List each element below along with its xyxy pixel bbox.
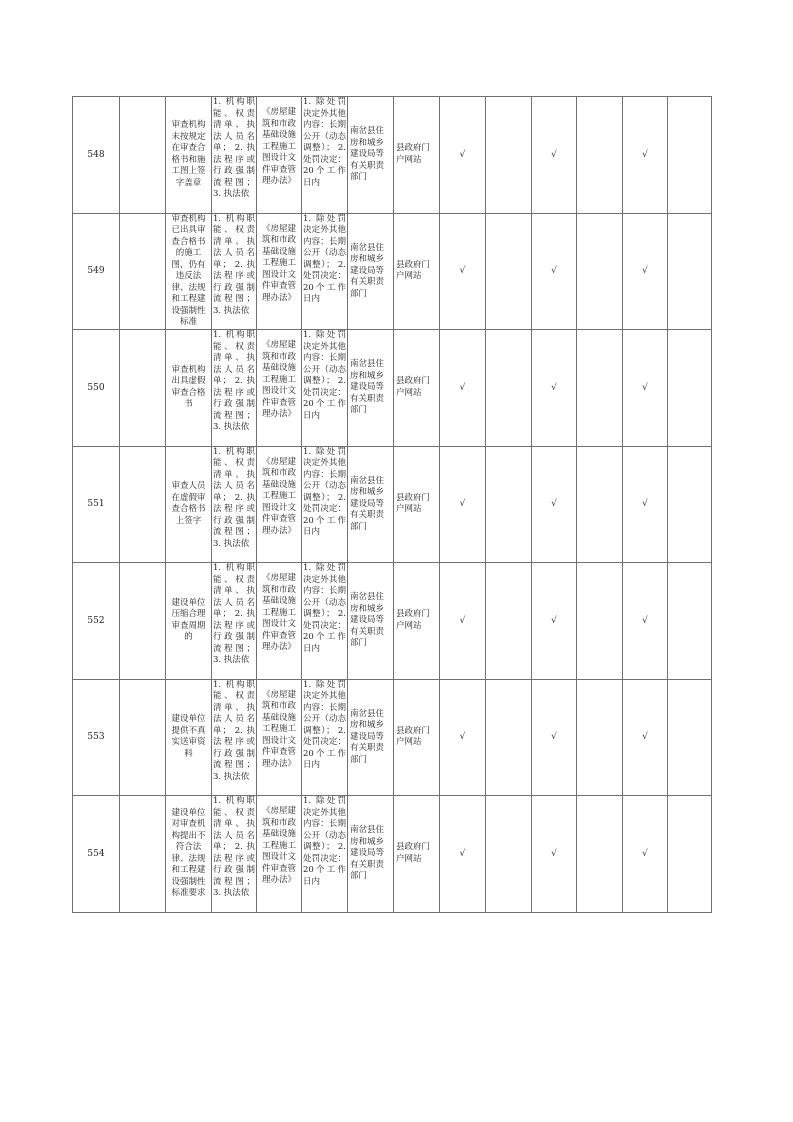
row-number: 549: [73, 213, 120, 330]
check-mark-cell: [486, 563, 532, 680]
row-number: 551: [73, 446, 120, 563]
item-name: 审查人员在虚假审查合格书上签字: [166, 446, 212, 563]
item-name: 审查机构出具虚假审查合格书: [166, 330, 212, 447]
check-mark-cell: [577, 796, 623, 913]
responsible-department: 南岔县住房和城乡建设局等有关职责部门: [348, 446, 394, 563]
row-number: 554: [73, 796, 120, 913]
row-number: 552: [73, 563, 120, 680]
check-mark-cell: √: [623, 679, 668, 796]
disclosure-content: 1. 机构职能、权责清单、执法人员名单； 2. 执法程序或行政强制流程图； 3. 执法依: [212, 446, 257, 563]
check-mark-cell: √: [532, 213, 577, 330]
disclosure-time: 1. 除处罚决定外其他内容：长期公开（动态调整）； 2. 处罚决定：20个工作日内: [302, 446, 348, 563]
blank-cell: [120, 446, 166, 563]
check-mark-cell: √: [623, 446, 668, 563]
check-mark-cell: √: [623, 796, 668, 913]
check-mark-cell: [577, 97, 623, 214]
responsible-department: 南岔县住房和城乡建设局等有关职责部门: [348, 213, 394, 330]
disclosure-channel: 县政府门户网站: [394, 796, 440, 913]
responsible-department: 南岔县住房和城乡建设局等有关职责部门: [348, 330, 394, 447]
disclosure-channel: 县政府门户网站: [394, 330, 440, 447]
disclosure-table-container: [72, 96, 712, 913]
disclosure-time: 1. 除处罚决定外其他内容：长期公开（动态调整）； 2. 处罚决定：20个工作日内: [302, 796, 348, 913]
disclosure-time: 1. 除处罚决定外其他内容：长期公开（动态调整）； 2. 处罚决定：20个工作日内: [302, 213, 348, 330]
row-number: 548: [73, 97, 120, 214]
check-mark-cell: [486, 446, 532, 563]
disclosure-channel: 县政府门户网站: [394, 563, 440, 680]
disclosure-time: 1. 除处罚决定外其他内容：长期公开（动态调整）； 2. 处罚决定：20个工作日内: [302, 330, 348, 447]
disclosure-basis: 《房屋建筑和市政基础设施工程施工图设计文件审查管理办法》: [257, 796, 302, 913]
check-mark-cell: [486, 97, 532, 214]
check-mark-cell: √: [623, 213, 668, 330]
check-mark-cell: √: [532, 563, 577, 680]
check-mark-cell: √: [623, 563, 668, 680]
disclosure-content: 1. 机构职能、权责清单、执法人员名单； 2. 执法程序或行政强制流程图； 3. 执法依: [212, 679, 257, 796]
check-mark-cell: [668, 563, 712, 680]
check-mark-cell: [668, 679, 712, 796]
check-mark-cell: √: [623, 97, 668, 214]
check-mark-cell: [668, 330, 712, 447]
disclosure-channel: 县政府门户网站: [394, 446, 440, 563]
table-row: [73, 796, 712, 913]
check-mark-cell: [577, 679, 623, 796]
disclosure-channel: 县政府门户网站: [394, 679, 440, 796]
disclosure-basis: 《房屋建筑和市政基础设施工程施工图设计文件审查管理办法》: [257, 679, 302, 796]
disclosure-time: 1. 除处罚决定外其他内容：长期公开（动态调整）； 2. 处罚决定：20个工作日内: [302, 563, 348, 680]
disclosure-channel: 县政府门户网站: [394, 213, 440, 330]
responsible-department: 南岔县住房和城乡建设局等有关职责部门: [348, 679, 394, 796]
check-mark-cell: [486, 796, 532, 913]
check-mark-cell: [668, 213, 712, 330]
item-name: 审查机构已出具审查合格书的施工图，仍有违反法律、法规和工程建设强制性标准: [166, 213, 212, 330]
responsible-department: 南岔县住房和城乡建设局等有关职责部门: [348, 796, 394, 913]
disclosure-content: 1. 机构职能、权责清单、执法人员名单； 2. 执法程序或行政强制流程图； 3. 执法依: [212, 330, 257, 447]
check-mark-cell: [486, 679, 532, 796]
check-mark-cell: √: [440, 330, 486, 447]
check-mark-cell: √: [440, 679, 486, 796]
blank-cell: [120, 796, 166, 913]
check-mark-cell: √: [623, 330, 668, 447]
table-row: [73, 97, 712, 214]
row-number: 550: [73, 330, 120, 447]
check-mark-cell: [668, 796, 712, 913]
disclosure-time: 1. 除处罚决定外其他内容：长期公开（动态调整）； 2. 处罚决定：20个工作日内: [302, 679, 348, 796]
check-mark-cell: √: [532, 679, 577, 796]
table-row: [73, 563, 712, 680]
check-mark-cell: [577, 330, 623, 447]
table-row: [73, 679, 712, 796]
check-mark-cell: √: [440, 97, 486, 214]
disclosure-basis: 《房屋建筑和市政基础设施工程施工图设计文件审查管理办法》: [257, 563, 302, 680]
disclosure-channel: 县政府门户网站: [394, 97, 440, 214]
disclosure-table: [72, 96, 712, 913]
disclosure-content: 1. 机构职能、权责清单、执法人员名单； 2. 执法程序或行政强制流程图； 3. 执法依: [212, 97, 257, 214]
blank-cell: [120, 330, 166, 447]
blank-cell: [120, 97, 166, 214]
responsible-department: 南岔县住房和城乡建设局等有关职责部门: [348, 563, 394, 680]
check-mark-cell: [668, 97, 712, 214]
check-mark-cell: [486, 213, 532, 330]
check-mark-cell: √: [532, 97, 577, 214]
disclosure-time: 1. 除处罚决定外其他内容：长期公开（动态调整）； 2. 处罚决定：20个工作日内: [302, 97, 348, 214]
row-number: 553: [73, 679, 120, 796]
check-mark-cell: √: [532, 796, 577, 913]
item-name: 建设单位压缩合理审查周期的: [166, 563, 212, 680]
item-name: 建设单位提供不真实送审资料: [166, 679, 212, 796]
disclosure-basis: 《房屋建筑和市政基础设施工程施工图设计文件审查管理办法》: [257, 446, 302, 563]
disclosure-basis: 《房屋建筑和市政基础设施工程施工图设计文件审查管理办法》: [257, 213, 302, 330]
item-name: 建设单位对审查机构提出不符合法律、法规和工程建设强制性标准要求: [166, 796, 212, 913]
check-mark-cell: [668, 446, 712, 563]
disclosure-content: 1. 机构职能、权责清单、执法人员名单； 2. 执法程序或行政强制流程图； 3. 执法依: [212, 213, 257, 330]
check-mark-cell: √: [440, 796, 486, 913]
blank-cell: [120, 563, 166, 680]
check-mark-cell: [486, 330, 532, 447]
item-name: 审查机构未按规定在审查合格书和施工图上签字盖章: [166, 97, 212, 214]
check-mark-cell: √: [532, 446, 577, 563]
check-mark-cell: √: [440, 446, 486, 563]
table-body: [73, 97, 712, 913]
table-row: [73, 446, 712, 563]
table-row: [73, 330, 712, 447]
responsible-department: 南岔县住房和城乡建设局等有关职责部门: [348, 97, 394, 214]
check-mark-cell: √: [440, 563, 486, 680]
check-mark-cell: [577, 563, 623, 680]
disclosure-content: 1. 机构职能、权责清单、执法人员名单； 2. 执法程序或行政强制流程图； 3. 执法依: [212, 796, 257, 913]
disclosure-content: 1. 机构职能、权责清单、执法人员名单； 2. 执法程序或行政强制流程图； 3. 执法依: [212, 563, 257, 680]
check-mark-cell: [577, 213, 623, 330]
table-row: [73, 213, 712, 330]
disclosure-basis: 《房屋建筑和市政基础设施工程施工图设计文件审查管理办法》: [257, 97, 302, 214]
disclosure-basis: 《房屋建筑和市政基础设施工程施工图设计文件审查管理办法》: [257, 330, 302, 447]
blank-cell: [120, 213, 166, 330]
check-mark-cell: [577, 446, 623, 563]
check-mark-cell: √: [532, 330, 577, 447]
blank-cell: [120, 679, 166, 796]
check-mark-cell: √: [440, 213, 486, 330]
